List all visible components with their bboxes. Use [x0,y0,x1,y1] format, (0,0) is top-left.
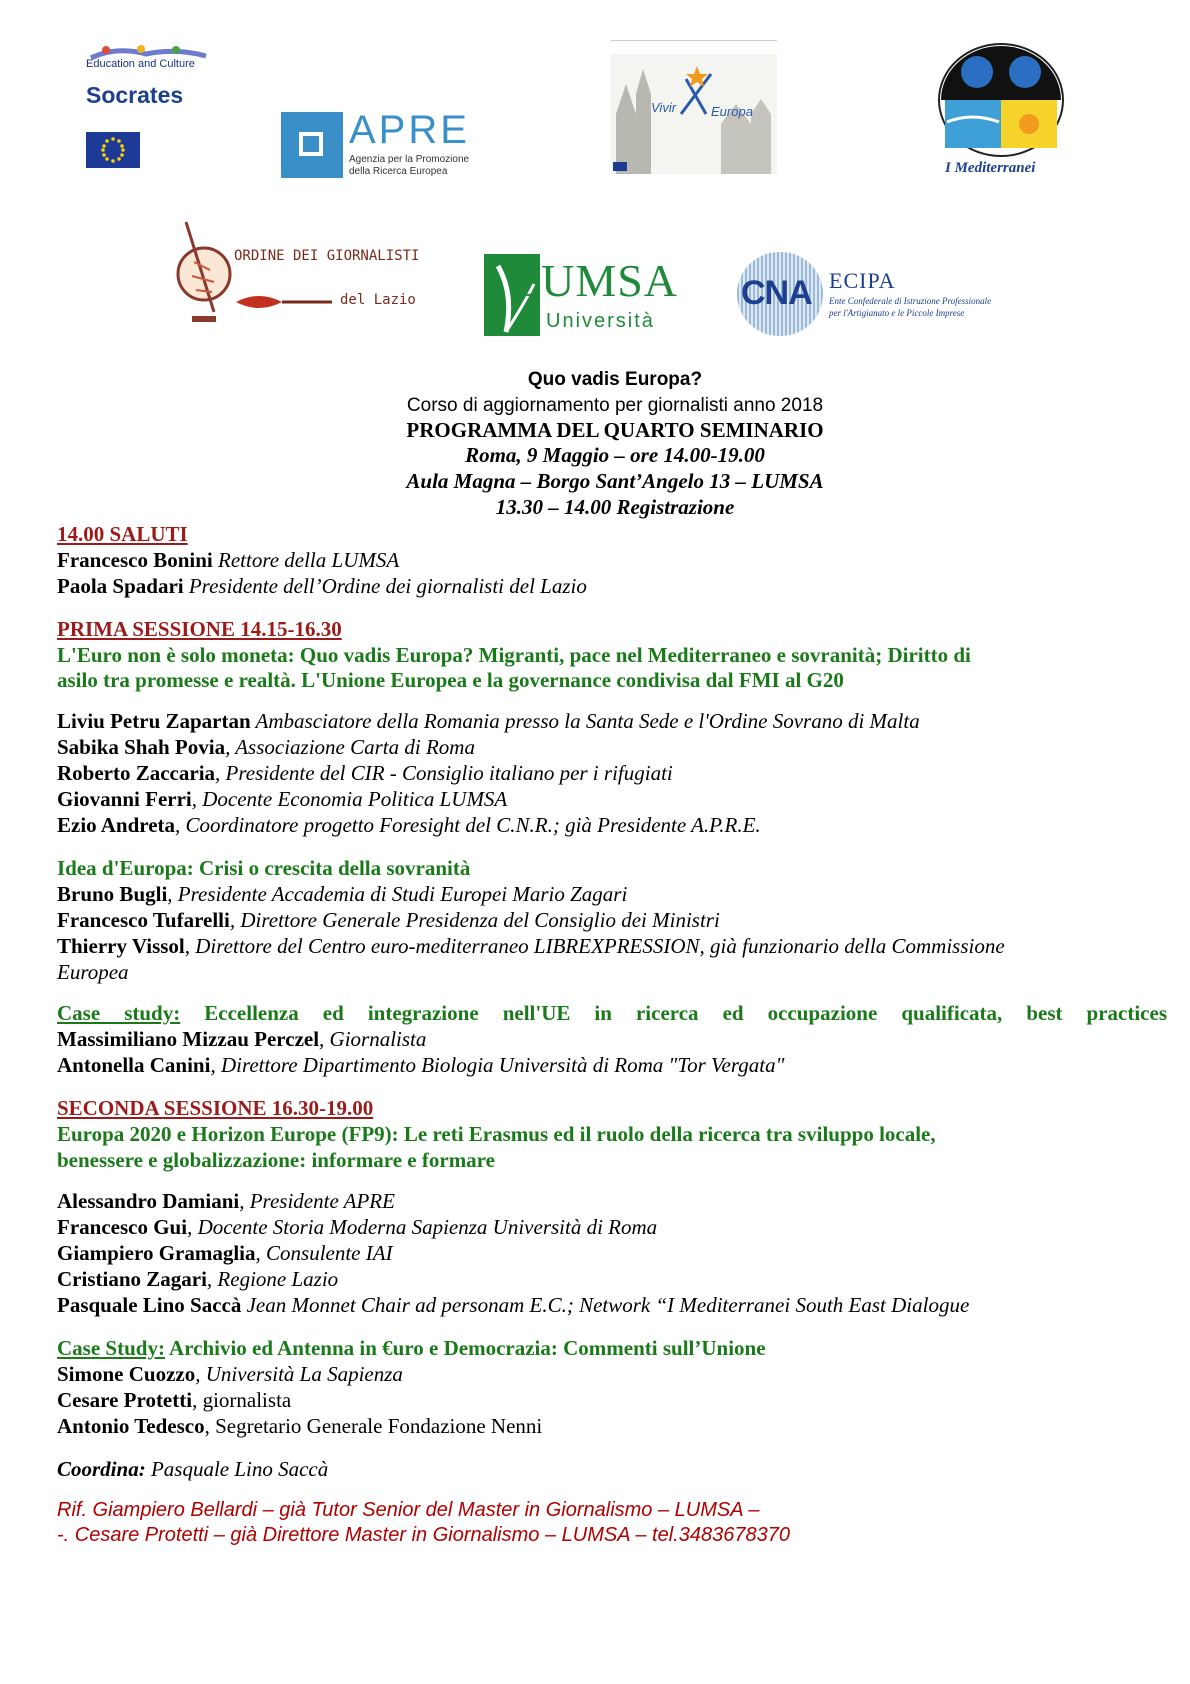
speaker-role: , Direttore del Centro euro-mediterraneo LIBREXPRESSION, già funzionario della Commissione [184,934,1005,958]
logo-ordine-giornalisti [174,212,420,332]
logo-lumsa [484,254,679,336]
case-study-label: Case Study: [57,1336,165,1360]
speaker-line [57,1240,393,1266]
prima-topic-line1: L'Euro non è solo moneta: Quo vadis Europa? Migranti, pace nel Mediterraneo e sovranità; Diritto di [57,643,971,667]
speaker-name: Antonio Tedesco [57,1414,205,1438]
socrates-line2: Socrates [86,82,184,108]
speaker-line [57,1188,395,1214]
speaker-role: , Università La Sapienza [195,1362,403,1386]
speaker-role: , Direttore Generale Presidenza del Consiglio dei Ministri [229,908,720,932]
speaker-role: Ambasciatore della Romania presso la Santa Sede e l'Ordine Sovrano di Malta [250,709,920,733]
speaker-name: Cesare Protetti [57,1388,193,1412]
speaker-role: , Docente Economia Politica LUMSA [191,787,508,811]
speaker-name: Thierry Vissol [57,934,185,958]
speaker-role: , Presidente Accademia di Studi Europei Mario Zagari [167,882,628,906]
ecipa-sub1: Ente Confederale di Istruzione Professionale [829,296,992,306]
speaker-role: Presidente dell’Ordine dei giornalisti del Lazio [183,574,587,598]
logo-apre [281,108,481,180]
saluti-heading: 14.00 SALUTI [57,522,188,546]
prima-sessione-heading: PRIMA SESSIONE 14.15-16.30 [57,617,342,641]
coordina-name: Pasquale Lino Saccà [145,1457,329,1481]
speaker-name: Ezio Andreta [57,813,176,837]
speaker-name: Sabika Shah Povia [57,735,226,759]
vivir-name1: Vivir [651,100,677,115]
ordine-globe-quill-icon [174,212,244,332]
speaker-line [57,1266,338,1292]
logo-i-mediterranei [937,42,1065,182]
apre-sub1: Agenzia per la Promozione [349,154,470,165]
event-registration: 13.30 – 14.00 Registrazione [495,495,735,519]
speaker-line [57,907,720,933]
program-title: PROGRAMMA DEL QUARTO SEMINARIO [406,418,824,442]
speaker-line [57,1026,426,1052]
footer-ref-line1: Rif. Giampiero Bellardi – già Tutor Senior del Master in Giornalismo – LUMSA – [57,1499,760,1521]
speaker-role: , Giornalista [319,1027,427,1051]
case-study-title: Eccellenza ed integrazione nell'UE in ricerca ed occupazione qualificata, best practices [180,1001,1167,1025]
logo-cna-ecipa [737,252,992,336]
coordina-label: Coordina: [57,1457,146,1481]
footer-ref-line2: -. Cesare Protetti – già Direttore Master in Giornalismo – LUMSA – tel.3483678370 [57,1524,790,1546]
logo-socrates [86,44,216,174]
speaker-line [57,734,475,760]
speaker-name: Liviu Petru Zapartan [57,709,251,733]
cna-name: CNA [741,274,812,312]
seconda-sessione-heading: SECONDA SESSIONE 16.30-19.00 [57,1096,374,1120]
case-study-1-line [57,1000,1167,1026]
speaker-name: Francesco Tufarelli [57,908,230,932]
speaker-line [57,933,1005,959]
speaker-line [57,1361,403,1387]
vivir-name2: Europa [711,104,753,119]
lumsa-name: LUMSA [512,255,679,306]
speaker-role: , giornalista [192,1388,292,1412]
case-study-label: Case study: [57,1001,181,1025]
speaker-role: , Associazione Carta di Roma [225,735,475,759]
event-date: Roma, 9 Maggio – ore 14.00-19.00 [465,443,765,467]
speaker-name: Francesco Gui [57,1215,188,1239]
speaker-name: Giampiero Gramaglia [57,1241,256,1265]
speaker-line [57,760,673,786]
speaker-role: , Consulente IAI [255,1241,393,1265]
mediterranei-name: I Mediterranei [945,160,1036,176]
speaker-role: , Docente Storia Moderna Sapienza Università di Roma [187,1215,658,1239]
lumsa-sub: Università [546,310,655,332]
apre-square-icon [281,112,343,178]
speaker-role: , Direttore Dipartimento Biologia Università di Roma "Tor Vergata" [210,1053,785,1077]
speaker-line [57,573,587,599]
speaker-line [57,812,761,838]
speaker-name: Pasquale Lino Saccà [57,1293,242,1317]
speaker-line [57,1387,291,1413]
ecipa-sub2: per l'Artigianato e le Piccole Imprese [829,308,965,318]
speaker-role: Jean Monnet Chair ad personam E.C.; Network “I Mediterranei South East Dialogue [241,1293,970,1317]
doc-subtitle: Corso di aggiornamento per giornalisti anno 2018 [406,395,824,416]
speaker-line [57,1413,542,1439]
seconda-topic-line2: benessere e globalizzazione: informare e formare [57,1148,495,1172]
speaker-role: , Presidente APRE [239,1189,395,1213]
speaker-role: , Segretario Generale Fondazione Nenni [204,1414,543,1438]
event-venue: Aula Magna – Borgo Sant’Angelo 13 – LUMSA [406,469,824,493]
speaker-name: Alessandro Damiani [57,1189,240,1213]
speaker-name: Francesco Bonini [57,548,213,572]
speaker-role: , Coordinatore progetto Foresight del C.N.R.; già Presidente A.P.R.E. [175,813,761,837]
speaker-name: Roberto Zaccaria [57,761,216,785]
doc-title: Quo vadis Europa? [527,369,703,390]
speaker-name: Antonella Canini [57,1053,211,1077]
speaker-name: Simone Cuozzo [57,1362,196,1386]
seconda-topic-line1: Europa 2020 e Horizon Europe (FP9): Le reti Erasmus ed il ruolo della ricerca tra sviluppo locale, [57,1122,936,1146]
speaker-role-continued: Europea [57,960,129,984]
speaker-role: , Regione Lazio [206,1267,339,1291]
apre-name: APRE [349,108,470,152]
speaker-line [57,708,920,734]
prima-topic-line2: asilo tra promesse e realtà. L'Unione Europea e la governance condivisa dal FMI al G20 [57,668,844,692]
coordina-line [57,1456,328,1482]
speaker-role: , Presidente del CIR - Consiglio italiano per i rifugiati [215,761,673,785]
speaker-line [57,786,507,812]
ordine-line2: del Lazio [340,292,416,308]
speaker-line [57,547,399,573]
ecipa-name: ECIPA [829,268,896,293]
case-study-title: Archivio ed Antenna in €uro e Democrazia: Commenti sull’Unione [164,1336,766,1360]
speaker-line [57,1292,969,1318]
ordine-quill-icon [234,290,334,314]
ordine-line1: ORDINE DEI GIORNALISTI [234,248,420,264]
eu-flag-icon [86,132,140,168]
speaker-name: Paola Spadari [57,574,184,598]
speaker-name: Cristiano Zagari [57,1267,207,1291]
speaker-name: Giovanni Ferri [57,787,192,811]
speaker-line [57,881,627,907]
logo-vivir-europa [611,40,777,185]
socrates-line1: Education and Culture [86,58,195,70]
apre-sub2: della Ricerca Europea [349,166,448,177]
idea-heading: Idea d'Europa: Crisi o crescita della sovranità [57,856,471,880]
speaker-name: Bruno Bugli [57,882,168,906]
speaker-role: Rettore della LUMSA [212,548,400,572]
speaker-line [57,1214,657,1240]
case-study-2-line [57,1335,766,1361]
mediterranei-emblem-icon [937,42,1065,160]
speaker-name: Massimiliano Mizzau Perczel [57,1027,320,1051]
speaker-line [57,1052,784,1078]
